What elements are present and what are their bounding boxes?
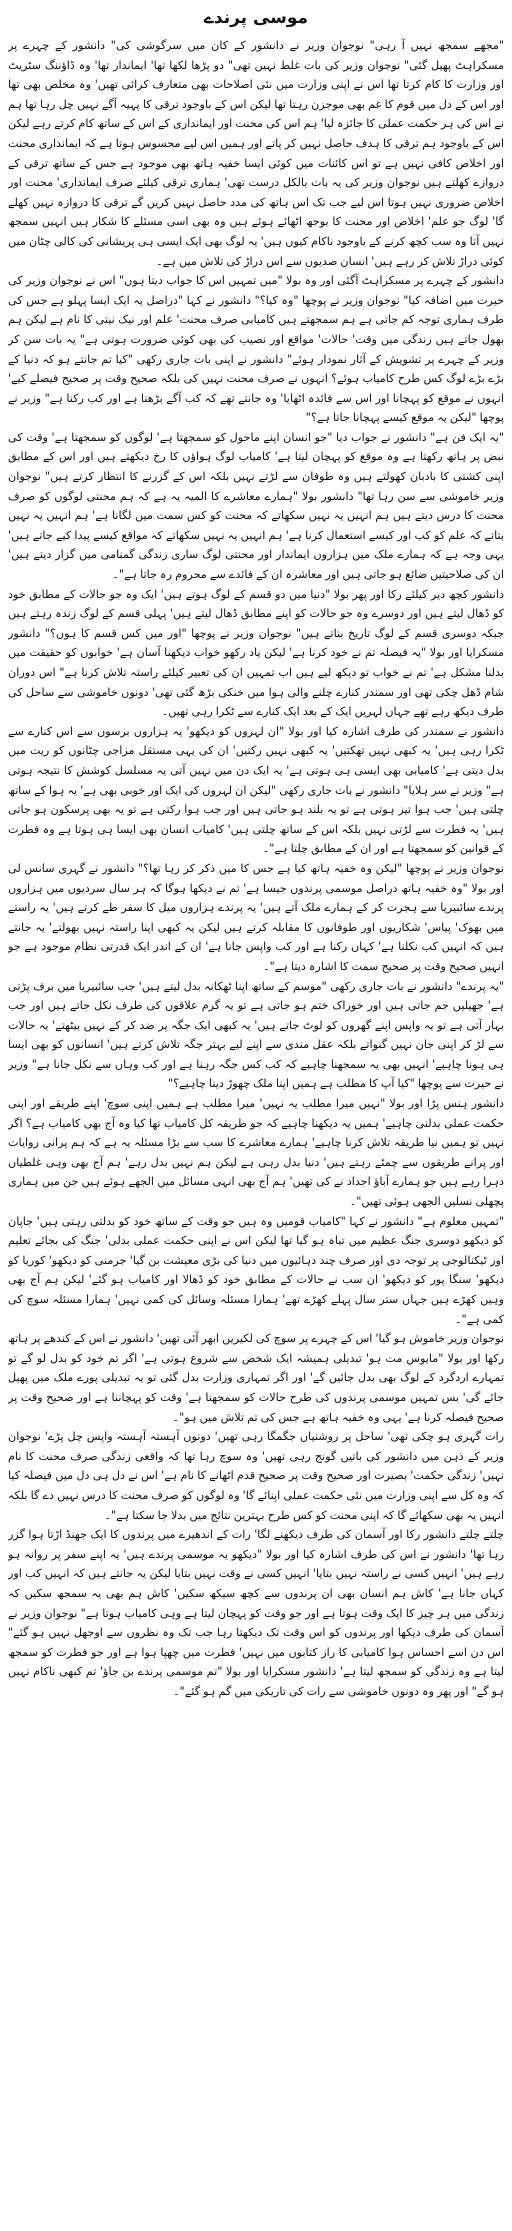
article-body [8,36,504,2225]
article-paragraph: "مجھے سمجھ نہیں آ رہی" نوجوان وزیر نے دانشور کے کان میں سرگوشی کی" دانشور کے چہرے پر مسکراہٹ پھیل گئی" نوجوان وزیر کی بات غلط نہیں تھی" دو پڑھا لکھا تھا' ایماندار تھا' وہ ڈاؤننگ سٹریٹ اور وزارت کا کام کرتا تھا اس نے اپنی وزارت میں نئی اصلاحات بھی متعارف کرائی تھیں' وہ مخلص بھی تھا اور اس کے دل میں قوم کا غم بھی موجزن رہتا تھا لیکن اس کے باوجود ترقی کا پہیہ آگے نہیں چل رہا تھا ہم نے اس کی ہر حکمت عملی کا جائزہ لیا' ہم اس کی محنت اور ایمانداری کے اس کے ساتھ کام کرتے رہے لیکن اس کے باوجود ہم ترقی کا ہدف حاصل نہیں کر پاتے اور ہمیں اس لیے محسوس ہوتا ہے کہ ایمانداری محنت اور اخلاص کافی نہیں ہے تو اس کائنات میں کوئی ایسا خفیہ ہاتھ بھی موجود ہے جس کے ساتھ ترقی کے دروازے کھلتے ہیں نوجوان وزیر کی یہ بات بالکل درست تھی' ہماری ترقی کیلئے صرف ایمانداری' محنت اور اخلاص ضروری نہیں ہوتا اس لیے جب تک اس ہاتھ کی مدد حاصل نہیں کریں گے ترقی کا دروازہ نہیں کھلے گا' لوگ جو علم' اخلاص اور محنت کا بوجھ اٹھائے ہوئے ہیں وہ بھی اسی مسئلے کا شکار ہیں انہیں سمجھ نہیں آتا وہ سب کچھ کرنے کے باوجود ناکام کیوں ہیں' یہ لوگ بھی ایک ایسی ہی پریشانی کی کالی چٹان میں کوئی دراڑ تلاش کر رہے ہیں' انسان صدیوں سے اس دراڑ کی تلاش میں ہے۔ [8,39,504,268]
article-paragraph: رات گہری ہو چکی تھی' ساحل پر روشنیاں جگمگا رہی تھیں' دونوں آہستہ آہستہ واپس چل پڑے' نوجوان وزیر کے ذہن میں دانشور کی باتیں گونج رہی تھیں' وہ سوچ رہا تھا کہ واقعی زندگی صرف محنت کا نام نہیں' زندگی حکمت' بصیرت اور صحیح وقت پر صحیح قدم اٹھانے کا نام ہے' اس نے دل ہی دل میں فیصلہ کیا کہ وہ کل سے اپنی وزارت میں نئی حکمت عملی اپنائے گا' وہ لوگوں کو صرف محنت کا درس نہیں دے گا بلکہ انہیں یہ بھی سکھائے گا کہ اپنی محنت کو کس طرح بہترین نتائج میں بدلا جا سکتا ہے"۔ [8,1430,504,1522]
article-paragraph: "تمہیں معلوم ہے" دانشور نے کہا "کامیاب قومیں وہ ہیں جو وقت کے ساتھ خود کو بدلتی رہتی ہیں' جاپان کو دیکھو دوسری جنگ عظیم میں تباہ ہو گیا تھا لیکن اس نے اپنی حکمت عملی بدلی' جنگ کی بجائے تعلیم اور ٹیکنالوجی پر توجہ دی اور صرف چند دہائیوں میں دنیا کی بڑی معیشت بن گیا' جرمنی کو دیکھو' کوریا کو دیکھو' سنگا پور کو دیکھو' ان سب نے حالات کے مطابق خود کو ڈھالا اور کامیاب ہو گئے' لیکن ہم آج بھی وہیں کھڑے ہیں جہاں ستر سال پہلے کھڑے تھے' ہمارا مسئلہ وسائل کی کمی نہیں' ہمارا مسئلہ سوچ کی کمی ہے"۔ [8,1214,504,1326]
article-paragraph: دانشور کے چہرے پر مسکراہٹ آگئی اور وہ بولا "میں تمہیں اس کا جواب دیتا ہوں" اس نے نوجوان وزیر کی حیرت میں اضافہ کیا" نوجوان وزیر نے پوچھا "وہ کیا؟" دانشور نے کہا "دراصل یہ ایک ایسا پہلو ہے جس کی طرف ہماری توجہ کم جاتی ہے ہم سمجھتے ہیں کامیابی صرف محنت' علم اور نیک نیتی کا نام ہے لیکن ہم بھول جاتے ہیں زندگی میں وقت' حالات' مواقع اور نصیب کی بھی کوئی ضرورت ہوتی ہے" یہ بات سن کر وزیر کے چہرے پر تشویش کے آثار نمودار ہوئے" دانشور نے اپنی بات جاری رکھی "کیا تم جانتے ہو کہ دنیا کے بڑے بڑے لوگ کس طرح کامیاب ہوئے؟ انہوں نے صرف محنت نہیں کی بلکہ صحیح وقت پر صحیح فیصلے کیے' انہوں نے موقع کو پہچانا اور اس سے فائدہ اٹھایا' وہ جانتے تھے کہ کب آگے بڑھنا ہے اور کب رکنا ہے" وزیر نے پوچھا "لیکن یہ موقع کیسے پہچانا جاتا ہے؟" [8,274,504,425]
article-paragraph: دانشور کچھ دیر کیلئے رکا اور پھر بولا "دنیا میں دو قسم کے لوگ ہوتے ہیں' ایک وہ جو حالات کے مطابق خود کو ڈھال لیتے ہیں اور دوسرے وہ جو حالات کو اپنے مطابق ڈھال لیتے ہیں' پہلی قسم کے لوگ زندہ رہتے ہیں جبکہ دوسری قسم کے لوگ تاریخ بناتے ہیں" نوجوان وزیر نے پوچھا "اور میں کس قسم کا ہوں؟" دانشور مسکرایا اور بولا "یہ فیصلہ تم نے خود کرنا ہے' لیکن یاد رکھو خواب دیکھنا آسان ہے' خوابوں کو حقیقت میں بدلنا مشکل ہے' تم نے خواب تو دیکھ لیے ہیں اب تمہیں ان کی تعبیر کیلئے راستہ تلاش کرنا ہے" اس دوران شام ڈھل چکی تھی اور سمندر کنارے چلنے والی ہوا میں خنکی بڑھ گئی تھی' دونوں خاموشی سے ساحل کی طرف دیکھ رہے تھے جہاں لہریں ایک کے بعد ایک کنارے سے ٹکرا رہی تھیں۔ [8,587,504,719]
article-paragraph: "یہ ایک فن ہے" دانشور نے جواب دیا "جو انسان اپنے ماحول کو سمجھتا ہے' لوگوں کو سمجھتا ہے' وقت کی نبض پر ہاتھ رکھتا ہے وہ موقع کو پہچان لیتا ہے' کامیاب لوگ ہواؤں کا رخ دیکھتے ہیں اور اس کے مطابق اپنی کشتی کا بادبان کھولتے ہیں وہ طوفان سے لڑتے نہیں بلکہ اس کے گزرنے کا انتظار کرتے ہیں" نوجوان وزیر خاموشی سے سن رہا تھا" دانشور بولا "ہمارے معاشرے کا المیہ یہ ہے کہ ہم محنتی لوگوں کو صرف محنت کا درس دیتے ہیں ہم انہیں یہ نہیں سکھاتے کہ محنت کو کس سمت میں لگانا ہے' ہم انہیں یہ نہیں بتاتے کہ علم کو کب اور کیسے استعمال کرنا ہے' ہم انہیں یہ نہیں سکھاتے کہ مواقع کیسے پیدا کیے جاتے ہیں' یہی وجہ ہے کہ ہمارے ملک میں ہزاروں ایماندار اور محنتی لوگ ساری زندگی گمنامی میں گزار دیتے ہیں' ان کی صلاحیتیں ضائع ہو جاتی ہیں اور معاشرہ ان کے فائدے سے محروم رہ جاتا ہے"۔ [8,430,504,582]
article-paragraph: نوجوان وزیر خاموش ہو گیا' اس کے چہرے پر سوچ کی لکیریں ابھر آئی تھیں' دانشور نے اس کے کندھے پر ہاتھ رکھا اور بولا "مایوس مت ہو' تبدیلی ہمیشہ ایک شخص سے شروع ہوتی ہے' اگر تم خود کو بدل لو گے تو تمہارے اردگرد کے لوگ بھی بدل جائیں گے' اور اگر تمہاری وزارت بدل گئی تو یہ تبدیلی پورے ملک میں پھیل جائے گی' بس تمہیں موسمی پرندوں کی طرح حالات کو سمجھنا ہے' وقت کو پہچاننا ہے اور صحیح وقت پر صحیح فیصلہ کرنا ہے' یہی وہ خفیہ ہاتھ ہے جس کی تم تلاش میں ہو"۔ [8,1332,504,1424]
article-paragraph: دانشور نے سمندر کی طرف اشارہ کیا اور بولا "ان لہروں کو دیکھو' یہ ہزاروں برسوں سے اس کنارے سے ٹکرا رہی ہیں' یہ کبھی نہیں تھکتیں' یہ کبھی نہیں رکتیں' ان کی یہی مستقل مزاجی چٹانوں کو ریت میں بدل دیتی ہے' کامیابی بھی ایسی ہی ہوتی ہے' یہ ایک دن میں نہیں آتی یہ مسلسل کوشش کا نتیجہ ہوتی ہے" وزیر نے سر ہلایا" دانشور نے بات جاری رکھی "لیکن ان لہروں کی ایک اور خوبی بھی ہے' یہ ہوا کے ساتھ چلتی ہیں' جب ہوا تیز ہوتی ہے تو یہ بلند ہو جاتی ہیں اور جب ہوا رکتی ہے تو یہ بھی پرسکون ہو جاتی ہیں' یہ فطرت سے لڑتی نہیں بلکہ اس کے ساتھ چلتی ہیں' کامیاب انسان بھی ایسا ہی ہوتا ہے وہ فطرت کے قوانین کو سمجھتا ہے اور ان کے مطابق چلتا ہے"۔ [8,724,504,856]
article-paragraph: چلتے چلتے دانشور رکا اور آسمان کی طرف دیکھنے لگا' رات کے اندھیرے میں پرندوں کا ایک جھنڈ اڑتا ہوا گزر رہا تھا' دانشور نے اس کی طرف اشارہ کیا اور بولا "دیکھو یہ موسمی پرندے ہیں' یہ اپنے سفر پر روانہ ہو رہے ہیں' انہیں کسی نے راستہ نہیں بتایا' انہیں کسی نے وقت نہیں بتایا لیکن یہ جانتے ہیں کہ انہیں کب اور کہاں جانا ہے' کاش ہم انسان بھی ان پرندوں سے کچھ سیکھ سکیں' کاش ہم بھی یہ سمجھ سکیں کہ زندگی میں ہر چیز کا ایک وقت ہوتا ہے اور جو وقت کو پہچان لیتا ہے وہی کامیاب ہوتا ہے" نوجوان وزیر نے آسمان کی طرف دیکھا اور پرندوں کو اس وقت تک دیکھتا رہا جب تک وہ نظروں سے اوجھل نہیں ہو گئے" اس دن اسے احساس ہوا کامیابی کا راز کتابوں میں نہیں' فطرت میں چھپا ہوا ہے اور جو فطرت کو سمجھ لیتا ہے وہ زندگی کو سمجھ لیتا ہے' دانشور مسکرایا اور بولا "تم موسمی پرندے بن جاؤ' تم کبھی ناکام نہیں ہو گے" اور پھر وہ دونوں خاموشی سے رات کی تاریکی میں گم ہو گئے"۔ [8,1528,504,1698]
article-paragraph: نوجوان وزیر نے پوچھا "لیکن وہ خفیہ ہاتھ کیا ہے جس کا میں ذکر کر رہا تھا؟" دانشور نے گہری سانس لی اور بولا "وہ خفیہ ہاتھ دراصل موسمی پرندوں جیسا ہے' تم نے دیکھا ہوگا کہ ہر سال سردیوں میں ہزاروں پرندے سائبیریا سے ہجرت کر کے ہمارے ملک آتے ہیں' یہ پرندے ہزاروں میل کا سفر طے کرتے ہیں' یہ راستے میں بھوک' پیاس' شکاریوں اور طوفانوں کا مقابلہ کرتے ہیں لیکن یہ کبھی اپنا راستہ نہیں بھولتے' یہ جانتے ہیں کہ انہیں کب نکلنا ہے' کہاں رکنا ہے اور کب واپس جانا ہے' ان کے اندر ایک قدرتی نظام موجود ہے جو انہیں صحیح وقت پر صحیح سمت کا اشارہ دیتا ہے"۔ [8,861,504,973]
article-paragraph: دانشور ہنس پڑا اور بولا "نہیں میرا مطلب یہ نہیں' میرا مطلب ہے ہمیں اپنی سوچ' اپنے طریقے اور اپنی حکمت عملی بدلنی چاہیے' ہمیں یہ دیکھنا چاہیے کہ جو طریقہ کل کامیاب تھا کیا وہ آج بھی کامیاب ہے؟ اگر نہیں تو ہمیں نیا طریقہ تلاش کرنا چاہیے' ہمارے معاشرے کا سب سے بڑا مسئلہ یہ ہے کہ ہم پرانی روایات اور پرانے طریقوں سے چمٹے رہتے ہیں' دنیا بدل رہی ہے لیکن ہم نہیں بدل رہے' ہم آج بھی وہی غلطیاں دہرا رہے ہیں جو ہمارے آباؤ اجداد نے کی تھیں' ہم آج بھی انہی مسائل میں الجھے ہوئے ہیں جن میں ہماری پچھلی نسلیں الجھی ہوئی تھیں"۔ [8,1097,504,1209]
article-paragraph: "یہ پرندے" دانشور نے بات جاری رکھی "موسم کے ساتھ اپنا ٹھکانہ بدل لیتے ہیں' جب سائبیریا میں برف پڑتی ہے' جھیلیں جم جاتی ہیں اور خوراک ختم ہو جاتی ہے تو یہ گرم علاقوں کی طرف نکل جاتے ہیں اور جب بہار آتی ہے تو یہ واپس اپنے گھروں کو لوٹ جاتے ہیں' یہ کبھی ایک جگہ پر ضد کر کے نہیں بیٹھتے' یہ حالات سے لڑ کر اپنی جان نہیں گنواتے بلکہ عقل مندی سے اپنے لیے بہتر جگہ تلاش کرتے ہیں' انسانوں کو بھی ایسا ہی ہونا چاہیے' انہیں بھی یہ سمجھنا چاہیے کہ کب کس جگہ رہنا ہے اور کب وہاں سے نکل جانا ہے" وزیر نے حیرت سے پوچھا "کیا آپ کا مطلب ہے ہمیں اپنا ملک چھوڑ دینا چاہیے؟" [8,979,504,1091]
article-title: موسی پرندے [203,8,309,28]
